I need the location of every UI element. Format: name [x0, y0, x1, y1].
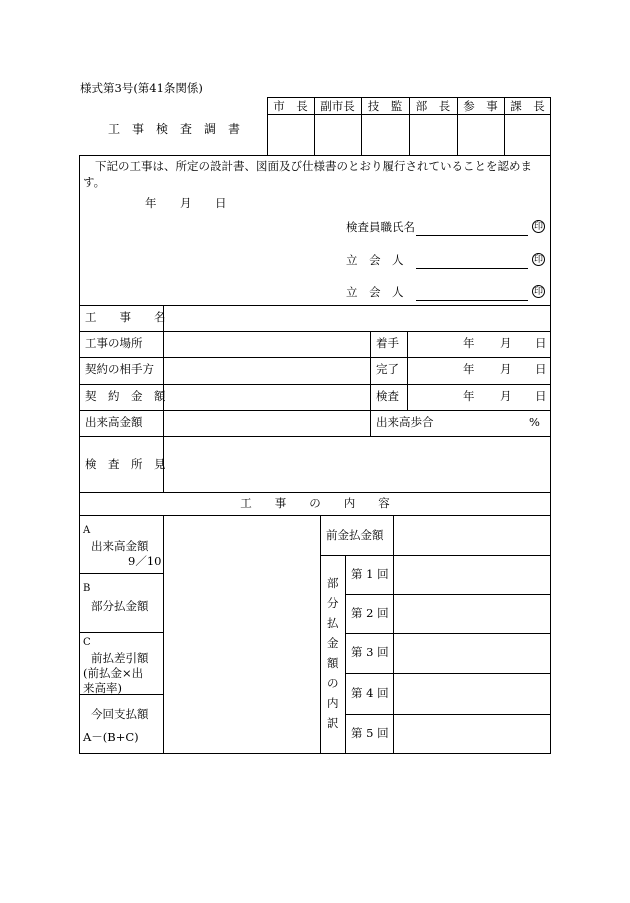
label-finish: 完了 — [376, 362, 399, 376]
approval-stamp-department-head[interactable] — [410, 115, 456, 155]
label-advance-payment: 前金払金額 — [326, 528, 384, 542]
installment-label-3: 第 3 回 — [351, 645, 389, 659]
a-amount-field[interactable] — [164, 516, 319, 572]
d-formula: A－(B+C) — [83, 730, 139, 744]
seal-icon: 印 — [533, 255, 543, 265]
contents-title: 工 事 の 内 容 — [240, 496, 390, 510]
inspection-opinion-field[interactable] — [164, 437, 550, 491]
label-contract-amount: 契 約 金 額 — [85, 389, 166, 403]
c-letter: C — [83, 637, 91, 648]
partial-breakdown-char-4: 金 — [327, 636, 339, 650]
start-month: 月 — [500, 336, 512, 350]
inspection-day: 日 — [535, 389, 547, 403]
contract-amount-field[interactable] — [164, 385, 369, 409]
inspector-name-label: 検査員職氏名 — [346, 220, 415, 234]
label-progress-rate: 出来高歩合 — [376, 415, 434, 429]
witness1-name-line[interactable] — [416, 268, 528, 269]
progress-percent: % — [529, 415, 540, 429]
certification-date-day: 日 — [215, 196, 227, 210]
approval-header-section-chief: 課 長 — [510, 99, 545, 113]
certification-date-year: 年 — [145, 196, 157, 210]
c-amount-field[interactable] — [164, 633, 319, 693]
b-letter: B — [83, 583, 91, 594]
a-label: 出来高金額 — [91, 539, 149, 553]
approval-stamp-vice-mayor[interactable] — [315, 115, 360, 155]
witness1-label: 立 会 人 — [346, 253, 404, 267]
finish-month: 月 — [500, 362, 512, 376]
installment-field-3[interactable] — [394, 634, 550, 672]
partial-breakdown-char-3: 払 — [327, 616, 339, 630]
advance-payment-field[interactable] — [394, 516, 550, 554]
start-year: 年 — [463, 336, 475, 350]
approval-header-mayor: 市 長 — [273, 99, 308, 113]
installment-field-1[interactable] — [394, 556, 550, 593]
label-contractor: 契約の相手方 — [85, 362, 154, 376]
b-amount-field[interactable] — [164, 574, 319, 631]
witness2-name-line[interactable] — [416, 300, 528, 301]
partial-breakdown-char-5: 額 — [327, 656, 339, 670]
witness2-label: 立 会 人 — [346, 285, 404, 299]
label-inspection-opinion: 検 査 所 見 — [85, 457, 166, 471]
approval-stamp-councilor[interactable] — [458, 115, 503, 155]
installment-label-1: 第 1 回 — [351, 567, 389, 581]
a-ratio: 9／10 — [128, 554, 162, 568]
inspection-month: 月 — [500, 389, 512, 403]
d-label: 今回支払額 — [91, 707, 149, 721]
contractor-field[interactable] — [164, 358, 369, 383]
approval-header-councilor: 参 事 — [463, 99, 498, 113]
document-title: 工 事 検 査 調 書 — [108, 122, 241, 136]
completed-amount-field[interactable] — [164, 411, 369, 435]
installment-field-4[interactable] — [394, 674, 550, 713]
b-label: 部分払金額 — [91, 599, 149, 613]
approval-stamp-section-chief[interactable] — [505, 115, 550, 155]
installment-field-2[interactable] — [394, 595, 550, 632]
installment-field-5[interactable] — [394, 715, 550, 753]
seal-icon: 印 — [533, 222, 543, 232]
inspector-name-line[interactable] — [416, 235, 528, 236]
d-amount-field[interactable] — [164, 695, 319, 753]
approval-header-vice-mayor: 副市長 — [320, 99, 355, 113]
approval-header-engineering-supervisor: 技 監 — [367, 99, 403, 113]
location-field[interactable] — [164, 332, 369, 356]
installment-label-5: 第 5 回 — [351, 726, 389, 740]
label-construction-name: 工 事 名 — [85, 310, 166, 324]
partial-breakdown-char-7: 内 — [327, 696, 339, 710]
approval-stamp-engineering-supervisor[interactable] — [362, 115, 408, 155]
label-start: 着手 — [376, 336, 399, 350]
c-label-note1: (前払金×出 — [83, 666, 144, 680]
form-number: 様式第3号(第41条関係) — [80, 81, 203, 95]
partial-breakdown-char-2: 分 — [327, 596, 339, 610]
label-location: 工事の場所 — [85, 336, 143, 350]
installment-label-2: 第 2 回 — [351, 606, 389, 620]
certification-text-line2: す。 — [83, 175, 106, 189]
partial-breakdown-char-6: の — [327, 676, 339, 690]
label-inspection: 検査 — [376, 389, 399, 403]
c-label-note2: 来高率) — [83, 681, 122, 695]
c-label: 前払差引額 — [91, 651, 149, 665]
finish-day: 日 — [535, 362, 547, 376]
finish-year: 年 — [463, 362, 475, 376]
partial-breakdown-char-8: 訳 — [327, 716, 339, 730]
construction-name-field[interactable] — [164, 306, 550, 330]
label-completed-amount: 出来高金額 — [85, 415, 143, 429]
partial-breakdown-char-1: 部 — [327, 576, 339, 590]
start-day: 日 — [535, 336, 547, 350]
a-letter: A — [83, 525, 91, 536]
seal-icon: 印 — [533, 287, 543, 297]
inspection-year: 年 — [463, 389, 475, 403]
certification-date-month: 月 — [180, 196, 192, 210]
certification-text-line1: 下記の工事は、所定の設計書、図面及び仕様書のとおり履行されていることを認めま — [95, 159, 532, 173]
installment-label-4: 第 4 回 — [351, 686, 389, 700]
approval-stamp-mayor[interactable] — [268, 115, 313, 155]
approval-header-department-head: 部 長 — [415, 99, 451, 113]
